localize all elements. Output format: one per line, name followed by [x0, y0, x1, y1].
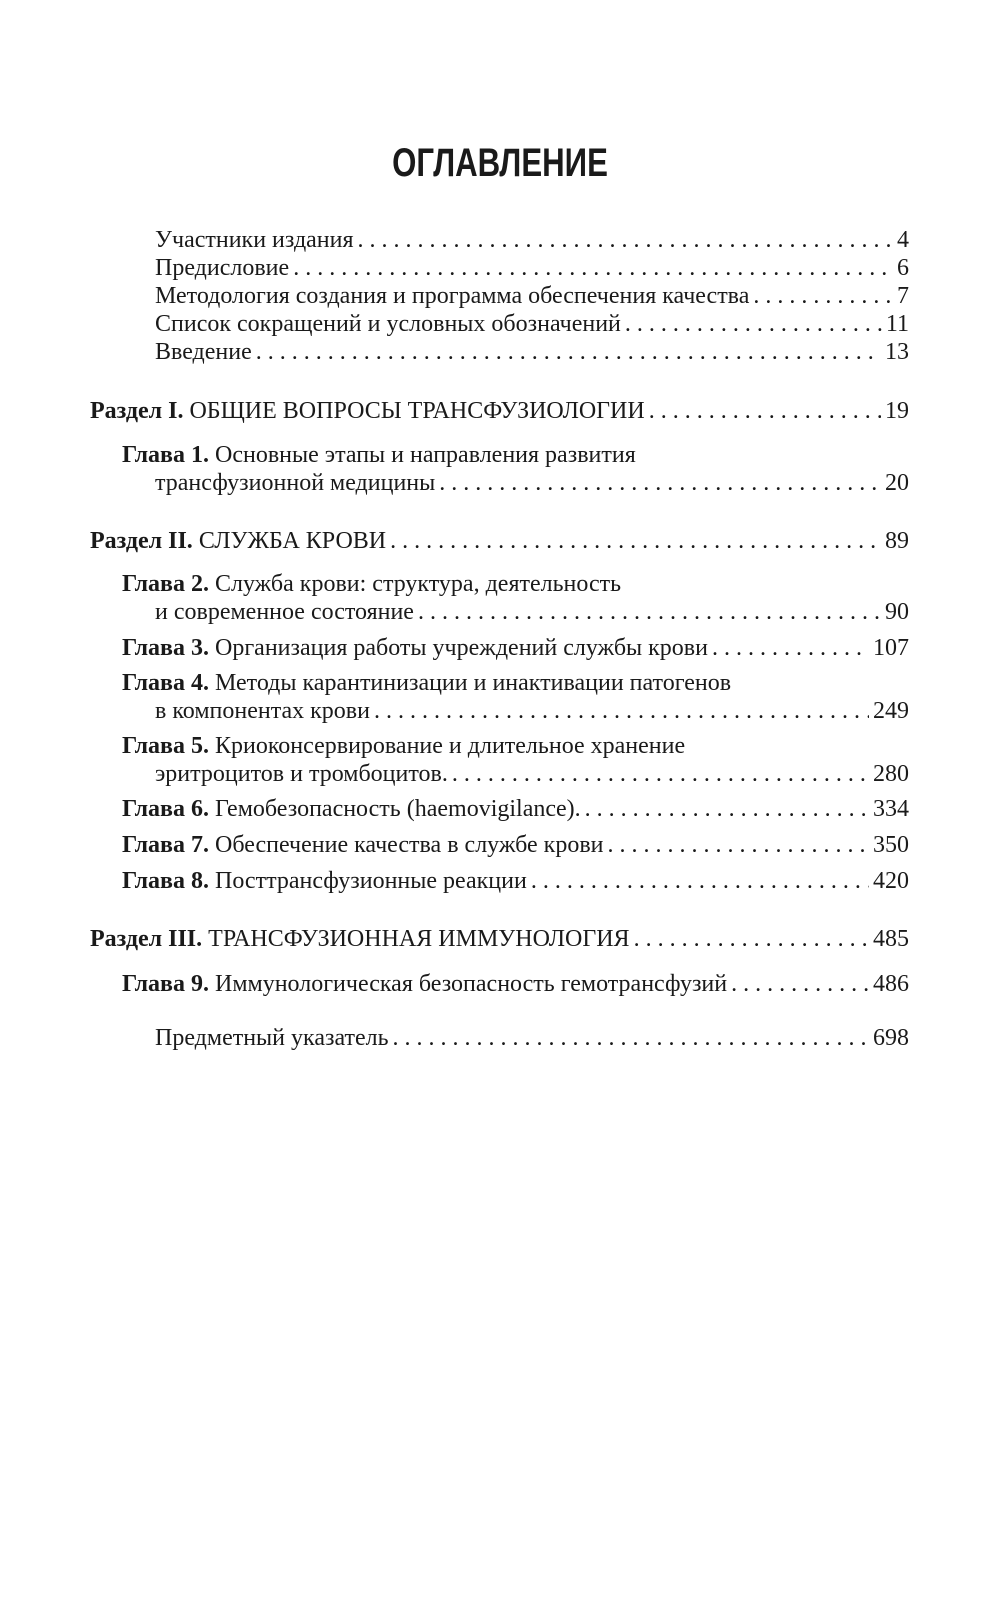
- dot-leader: [608, 831, 870, 859]
- toc-entry-index: [155, 1024, 909, 1052]
- chapter-prefix: Глава 8.: [122, 868, 209, 894]
- toc-entry-methodology: [155, 282, 909, 310]
- chapter-prefix: Глава 2.: [122, 571, 209, 597]
- entry-text: Список сокращений и условных обозначений: [155, 311, 621, 337]
- page-number: 280: [873, 761, 909, 787]
- toc-chapter-1-line1: [122, 441, 636, 469]
- page-title: ОГЛАВЛЕНИЕ: [392, 141, 608, 185]
- chapter-title-continued: и современное состояние: [155, 599, 414, 625]
- section-title: СЛУЖБА КРОВИ: [198, 528, 387, 554]
- dot-leader: [358, 226, 893, 254]
- dot-leader: [256, 338, 881, 366]
- page-number: 19: [885, 398, 909, 424]
- page-number: 485: [873, 926, 909, 952]
- chapter-title: Иммунологическая безопасность гемотрансфузий: [215, 971, 728, 997]
- toc-section-2: [90, 527, 909, 555]
- toc-section-3: [90, 925, 909, 953]
- entry-text: Методология создания и программа обеспечения качества: [155, 283, 750, 309]
- entry-text: Предметный указатель: [155, 1025, 389, 1051]
- chapter-title-continued: эритроцитов и тромбоцитов.: [155, 761, 448, 787]
- section-prefix: Раздел I.: [90, 398, 184, 424]
- toc-chapter-2-line2: [155, 598, 909, 626]
- chapter-title: Посттрансфузионные реакции: [215, 868, 527, 894]
- dot-leader: [753, 282, 893, 310]
- page-number: 6: [897, 255, 909, 281]
- dot-leader: [418, 598, 881, 626]
- toc-chapter-6: [122, 795, 909, 823]
- chapter-title: Служба крови: структура, деятельность: [215, 571, 622, 597]
- page-number: 20: [885, 470, 909, 496]
- page-number: 107: [873, 635, 909, 661]
- toc-chapter-4-line1: [122, 669, 731, 697]
- toc-chapter-3: [122, 634, 909, 662]
- chapter-prefix: Глава 5.: [122, 733, 209, 759]
- dot-leader: [649, 397, 881, 425]
- entry-text: Предисловие: [155, 255, 290, 281]
- chapter-title: Криоконсервирование и длительное хранение: [215, 733, 686, 759]
- chapter-prefix: Глава 1.: [122, 442, 209, 468]
- toc-chapter-7: [122, 831, 909, 859]
- dot-leader: [374, 697, 869, 725]
- page-number: 13: [885, 339, 909, 365]
- toc-chapter-2-line1: [122, 570, 621, 598]
- dot-leader: [439, 469, 881, 497]
- page-number: 89: [885, 528, 909, 554]
- page-number: 90: [885, 599, 909, 625]
- section-prefix: Раздел III.: [90, 926, 203, 952]
- page-number: 420: [873, 868, 909, 894]
- chapter-title-continued: трансфузионной медицины: [155, 470, 436, 496]
- section-title: ОБЩИЕ ВОПРОСЫ ТРАНСФУЗИОЛОГИИ: [189, 398, 645, 424]
- page-number: 350: [873, 832, 909, 858]
- dot-leader: [625, 310, 882, 338]
- dot-leader: [585, 795, 869, 823]
- toc-chapter-8: [122, 867, 909, 895]
- page-number: 11: [885, 311, 909, 337]
- chapter-prefix: Глава 6.: [122, 796, 209, 822]
- page-number: 4: [897, 227, 909, 253]
- chapter-title: Обеспечение качества в службе крови: [215, 832, 604, 858]
- chapter-title-continued: в компонентах крови: [155, 698, 370, 724]
- dot-leader: [390, 527, 881, 555]
- toc-chapter-5-line1: [122, 732, 685, 760]
- toc-chapter-5-line2: [155, 760, 909, 788]
- dot-leader: [452, 760, 869, 788]
- chapter-title: Основные этапы и направления развития: [215, 442, 636, 468]
- section-title: ТРАНСФУЗИОННАЯ ИММУНОЛОГИЯ: [208, 926, 630, 952]
- chapter-prefix: Глава 3.: [122, 635, 209, 661]
- dot-leader: [712, 634, 869, 662]
- dot-leader: [531, 867, 869, 895]
- section-prefix: Раздел II.: [90, 528, 193, 554]
- toc-section-1: [90, 397, 909, 425]
- page-number: 698: [873, 1025, 909, 1051]
- chapter-title: Методы карантинизации и инактивации патогенов: [215, 670, 732, 696]
- toc-chapter-4-line2: [155, 697, 909, 725]
- page-number: 249: [873, 698, 909, 724]
- chapter-prefix: Глава 9.: [122, 971, 209, 997]
- toc-entry-abbreviations: [155, 310, 909, 338]
- chapter-title: Организация работы учреждений службы крови: [215, 635, 708, 661]
- toc-entry-participants: [155, 226, 909, 254]
- toc-chapter-1-line2: [155, 469, 909, 497]
- dot-leader: [393, 1024, 869, 1052]
- page-number: 7: [897, 283, 909, 309]
- toc-entry-introduction: [155, 338, 909, 366]
- entry-text: Участники издания: [155, 227, 354, 253]
- page-number: 334: [873, 796, 909, 822]
- chapter-title: Гемобезопасность (haemovigilance).: [215, 796, 581, 822]
- chapter-prefix: Глава 7.: [122, 832, 209, 858]
- dot-leader: [293, 254, 893, 282]
- toc-entry-preface: [155, 254, 909, 282]
- page-number: 486: [873, 971, 909, 997]
- toc-chapter-9: [122, 970, 909, 998]
- dot-leader: [634, 925, 869, 953]
- chapter-prefix: Глава 4.: [122, 670, 209, 696]
- dot-leader: [731, 970, 869, 998]
- entry-text: Введение: [155, 339, 252, 365]
